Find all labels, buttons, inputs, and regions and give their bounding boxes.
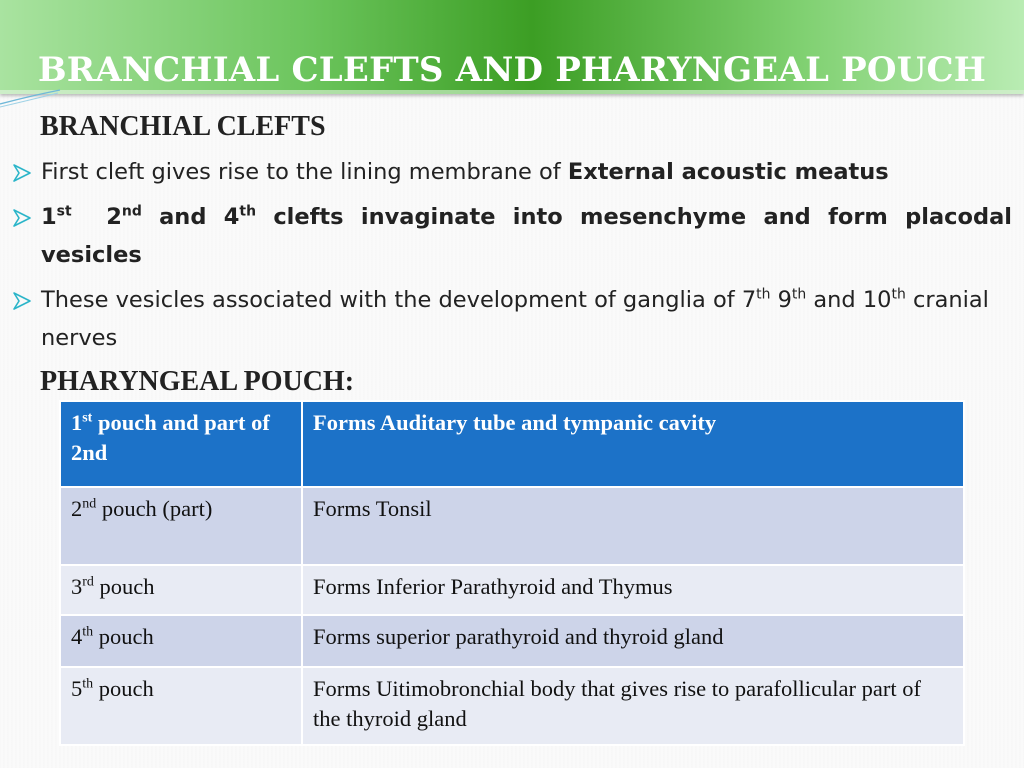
bold-term: External acoustic meatus [567, 159, 889, 185]
derivative-cell: Forms Inferior Parathyroid and Thymus [302, 565, 964, 615]
arrow-bullet-icon [12, 163, 32, 183]
arrow-bullet-icon [12, 291, 32, 311]
branchial-clefts-heading: BRANCHIAL CLEFTS [40, 111, 326, 142]
table-row [60, 565, 964, 615]
bullet-item [12, 198, 1012, 274]
slide-title: BRANCHIAL CLEFTS AND PHARYNGEAL POUCH [37, 50, 987, 90]
pouch-table [59, 400, 965, 746]
bullet-text: These vesicles associated with the development of ganglia of 7th 9th and 10th cranial nerves [41, 286, 989, 351]
pouch-cell: 2nd pouch (part) [60, 487, 302, 565]
decorative-swoosh [0, 88, 90, 108]
bullet-item [12, 153, 1012, 191]
table-row [60, 615, 964, 667]
bullet-text: 1st 2nd and 4th clefts invaginate into mesenchyme and form placodal vesicles [41, 203, 1012, 268]
derivative-cell: Forms Uitimobronchial body that gives rise to parafollicular part of the thyroid gland [302, 667, 964, 745]
derivative-cell: Forms Auditary tube and tympanic cavity [302, 401, 964, 487]
pouch-cell: 4th pouch [60, 615, 302, 667]
derivative-cell: Forms Tonsil [302, 487, 964, 565]
pouch-cell: 1st pouch and part of 2nd [60, 401, 302, 487]
pouch-cell: 5th pouch [60, 667, 302, 745]
pouch-cell: 3rd pouch [60, 565, 302, 615]
table-row [60, 487, 964, 565]
arrow-bullet-icon [12, 208, 32, 228]
pharyngeal-pouch-heading: PHARYNGEAL POUCH: [40, 366, 355, 397]
table-row [60, 401, 964, 487]
bullet-item [12, 281, 1012, 357]
derivative-cell: Forms superior parathyroid and thyroid gland [302, 615, 964, 667]
bullet-text: First cleft gives rise to the lining membrane of External acoustic meatus [41, 159, 889, 185]
table-row [60, 667, 964, 745]
